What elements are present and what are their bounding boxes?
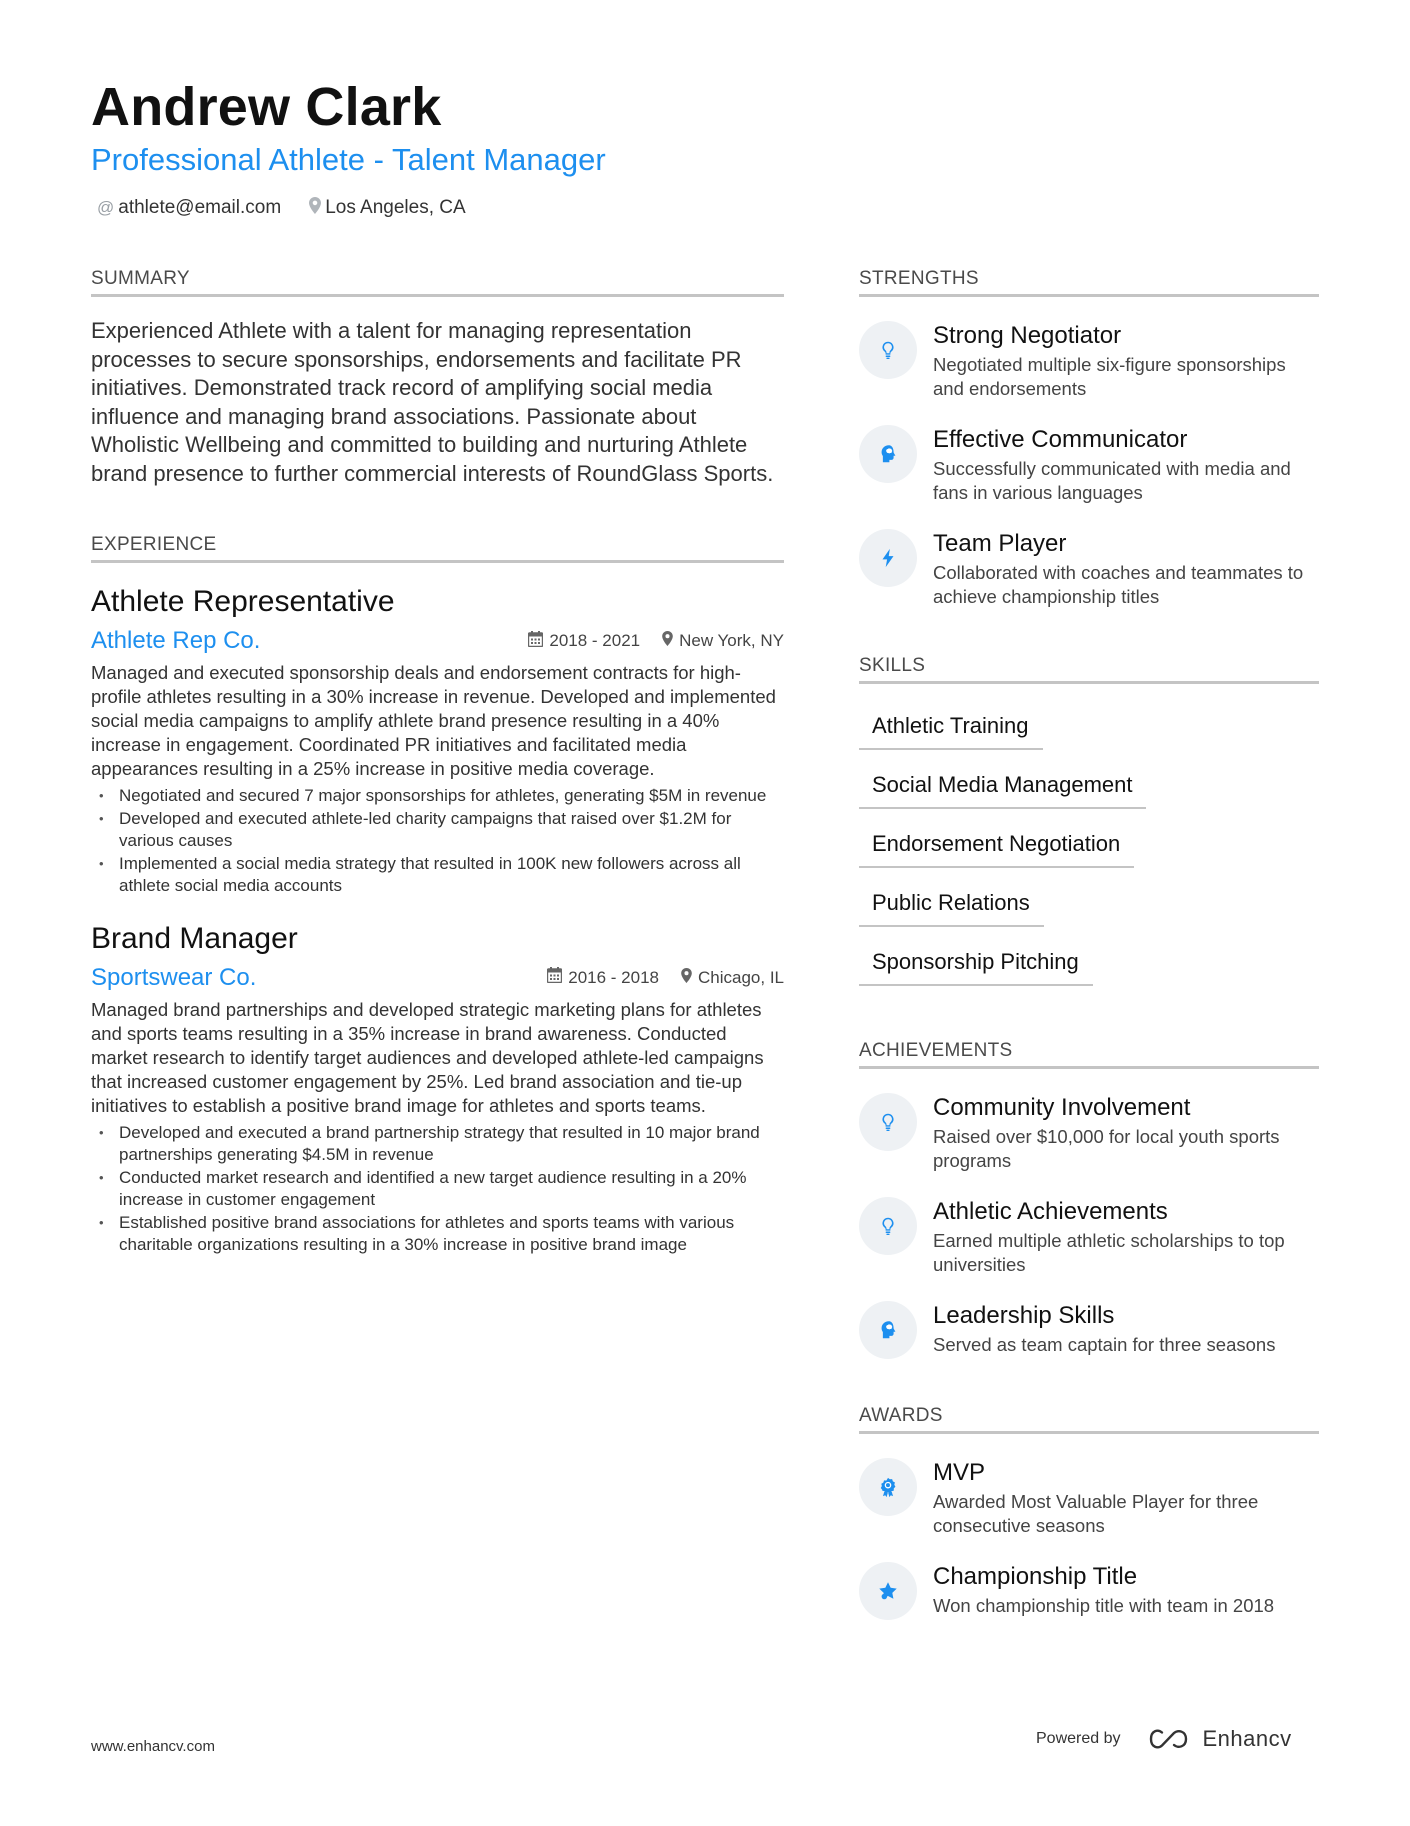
summary-heading: SUMMARY (91, 268, 784, 297)
location-pin-icon (662, 631, 673, 651)
skills-heading: SKILLS (859, 655, 1319, 684)
email-text: athlete@email.com (118, 197, 282, 218)
strength-body (933, 425, 1319, 505)
job-bullet: • Implemented a social media strategy that resulted in 100K new followers across all athlete social media accounts (91, 853, 784, 898)
location-pin-icon (681, 968, 692, 988)
job-bullets (91, 785, 784, 898)
achievement-description: Served as team captain for three seasons (933, 1334, 1276, 1355)
right-column (859, 268, 1319, 1620)
job-bullet: • Developed and executed athlete-led charity campaigns that raised over $1.2M for various causes (91, 808, 784, 853)
strength-description: Collaborated with coaches and teammates to achieve championship titles (933, 562, 1304, 607)
achievement-title: Community Involvement (933, 1094, 1191, 1121)
job-title: Brand Manager (91, 921, 298, 955)
calendar-icon (528, 631, 543, 652)
award-body (933, 1562, 1319, 1620)
contact-location (309, 197, 465, 219)
head-brain-icon (859, 1301, 917, 1359)
job-entry (91, 583, 784, 898)
contact-row (97, 197, 1311, 219)
skill-tag: Athletic Training (859, 700, 1043, 750)
company-name: Athlete Rep Co. (91, 627, 261, 654)
strength-body (933, 529, 1319, 609)
lightbulb-icon (859, 1197, 917, 1255)
experience-heading: EXPERIENCE (91, 534, 784, 563)
job-title: Athlete Representative (91, 585, 395, 618)
job-meta (525, 967, 784, 988)
achievement-item (859, 1093, 1319, 1173)
job-description: Managed brand partnerships and developed strategic marketing plans for athletes and sports teams resulting in a 35% increase in brand awareness. Conducted market research to identify target audiences and developed athlete-led campaigns that increased customer engagement by 25%. Led brand association and tie-up initiatives to establish a positive brand image for athletes and sports teams. (91, 998, 764, 1116)
job-dates-text: 2018 - 2021 (549, 631, 641, 650)
contact-email[interactable] (97, 197, 281, 219)
job-bullets (91, 1122, 784, 1257)
job-location-text: New York, NY (679, 631, 784, 650)
enhancv-logo[interactable] (1147, 1726, 1292, 1752)
strength-item (859, 529, 1319, 609)
medal-icon (859, 1458, 917, 1516)
achievement-title: Athletic Achievements (933, 1198, 1168, 1225)
award-item (859, 1562, 1319, 1620)
lightbulb-icon (859, 1093, 917, 1151)
awards-heading: AWARDS (859, 1405, 1319, 1434)
at-sign-icon: @ (97, 198, 115, 217)
achievements-heading: ACHIEVEMENTS (859, 1040, 1319, 1069)
achievement-item (859, 1301, 1319, 1359)
job-bullet: • Negotiated and secured 7 major sponsorships for athletes, generating $5M in revenue (91, 785, 784, 808)
strengths-heading: STRENGTHS (859, 268, 1319, 297)
strength-item (859, 321, 1319, 401)
award-description: Awarded Most Valuable Player for three consecutive seasons (933, 1491, 1259, 1536)
job-meta (506, 631, 784, 652)
left-column (91, 268, 784, 1257)
strength-item (859, 425, 1319, 505)
strength-title: Effective Communicator (933, 426, 1188, 453)
job-bullet: • Conducted market research and identified a new target audience resulting in a 20% increase in customer engagement (91, 1167, 784, 1212)
company-name: Sportswear Co. (91, 963, 257, 991)
skills-list (859, 700, 1319, 995)
achievement-description: Earned multiple athletic scholarships to top universities (933, 1230, 1285, 1275)
award-title: MVP (933, 1459, 986, 1486)
candidate-name: Andrew Clark (91, 77, 442, 137)
job-entry (91, 920, 784, 1257)
strength-body (933, 321, 1319, 401)
job-bullet: • Developed and executed a brand partnership strategy that resulted in 10 major brand partnerships generating $4.5M in revenue (91, 1122, 784, 1167)
job-location-text: Chicago, IL (698, 967, 784, 987)
skill-tag: Social Media Management (859, 759, 1146, 809)
footer-branding (1036, 1726, 1292, 1752)
award-body (933, 1458, 1319, 1538)
achievement-body (933, 1197, 1319, 1277)
location-text: Los Angeles, CA (325, 197, 466, 218)
strength-title: Strong Negotiator (933, 322, 1122, 349)
skill-tag: Sponsorship Pitching (859, 936, 1093, 986)
brand-name: Enhancv (1202, 1726, 1292, 1751)
achievement-title: Leadership Skills (933, 1302, 1115, 1329)
job-location (662, 631, 784, 651)
summary-text: Experienced Athlete with a talent for managing representation processes to secure sponsorships, endorsements and facilitate PR initiatives. Demonstrated track record of amplifying social media influence and managing brand associations. Passionate about Wholistic Wellbeing and committed to building and nurturing Athlete brand presence to further commercial interests of RoundGlass Sports. (91, 318, 774, 486)
lightning-bolt-icon (859, 529, 917, 587)
job-description: Managed and executed sponsorship deals and endorsement contracts for high-profile athletes resulting in a 30% increase in revenue. Developed and implemented social media campaigns to amplify athlete brand presence resulting in a 40% increase in engagement. Coordinated PR initiatives and facilitated media appearances resulting in a 25% increase in positive media coverage. (91, 662, 776, 779)
location-pin-icon (309, 197, 321, 219)
job-meta-row (91, 627, 784, 655)
head-brain-icon (859, 425, 917, 483)
skill-tag: Endorsement Negotiation (859, 818, 1134, 868)
skill-tag: Public Relations (859, 877, 1044, 927)
job-dates (528, 631, 640, 652)
strength-title: Team Player (933, 530, 1067, 557)
award-description: Won championship title with team in 2018 (933, 1595, 1275, 1616)
achievement-item (859, 1197, 1319, 1277)
job-bullet: • Established positive brand associations for athletes and sports teams with various charitable organizations resulting in a 30% increase in positive brand image (91, 1212, 784, 1257)
powered-by-label: Powered by (1036, 1730, 1121, 1747)
candidate-title: Professional Athlete - Talent Manager (91, 142, 606, 177)
achievement-body (933, 1301, 1319, 1359)
award-item (859, 1458, 1319, 1538)
footer-website[interactable]: www.enhancv.com (91, 1738, 215, 1755)
job-meta-row (91, 964, 784, 992)
job-dates-text: 2016 - 2018 (568, 967, 659, 987)
star-icon (859, 1562, 917, 1620)
calendar-icon (547, 967, 562, 988)
strength-description: Successfully communicated with media and fans in various languages (933, 458, 1291, 503)
achievement-body (933, 1093, 1319, 1173)
award-title: Championship Title (933, 1563, 1138, 1590)
achievement-description: Raised over $10,000 for local youth sports programs (933, 1126, 1280, 1171)
enhancv-logo-icon (1147, 1727, 1193, 1751)
job-location (681, 968, 784, 988)
lightbulb-icon (859, 321, 917, 379)
resume-header (91, 74, 1311, 219)
job-dates (547, 967, 659, 988)
strength-description: Negotiated multiple six-figure sponsorships and endorsements (933, 354, 1286, 399)
